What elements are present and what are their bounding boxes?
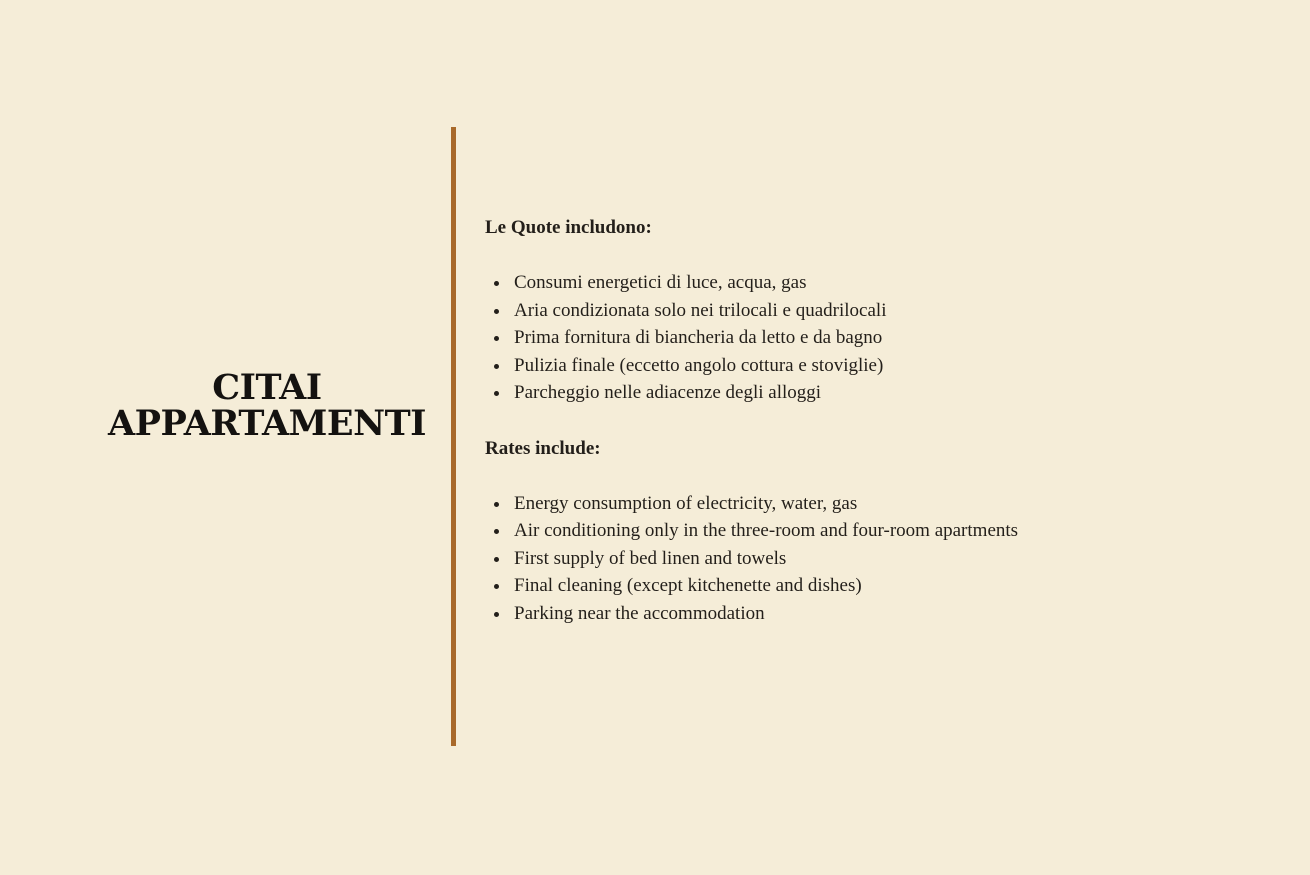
english-heading: Rates include: bbox=[485, 437, 601, 459]
vertical-divider bbox=[451, 127, 456, 746]
list-item: Parcheggio nelle adiacenze degli alloggi bbox=[485, 379, 1074, 407]
rates-content bbox=[485, 214, 1085, 627]
brand-title-line2: APPARTAMENTI bbox=[108, 403, 426, 444]
brand-title bbox=[84, 367, 450, 444]
italian-heading: Le Quote includono: bbox=[485, 217, 652, 238]
list-item: Parking near the accommodation bbox=[485, 600, 1074, 628]
italian-list bbox=[485, 269, 1085, 407]
list-item: Pulizia finale (eccetto angolo cottura e stoviglie) bbox=[485, 352, 1074, 380]
list-item: Consumi energetici di luce, acqua, gas bbox=[485, 269, 1074, 297]
list-item: First supply of bed linen and towels bbox=[485, 545, 1074, 573]
list-item: Final cleaning (except kitchenette and dishes) bbox=[485, 572, 1074, 600]
list-item: Air conditioning only in the three-room and four-room apartments bbox=[485, 517, 1074, 545]
english-list bbox=[485, 490, 1085, 628]
brand-title-line1: CITAI bbox=[212, 367, 322, 408]
list-item: Prima fornitura di biancheria da letto e da bagno bbox=[485, 324, 1074, 352]
list-item: Aria condizionata solo nei trilocali e quadrilocali bbox=[485, 297, 1074, 325]
list-item: Energy consumption of electricity, water, gas bbox=[485, 490, 1074, 518]
